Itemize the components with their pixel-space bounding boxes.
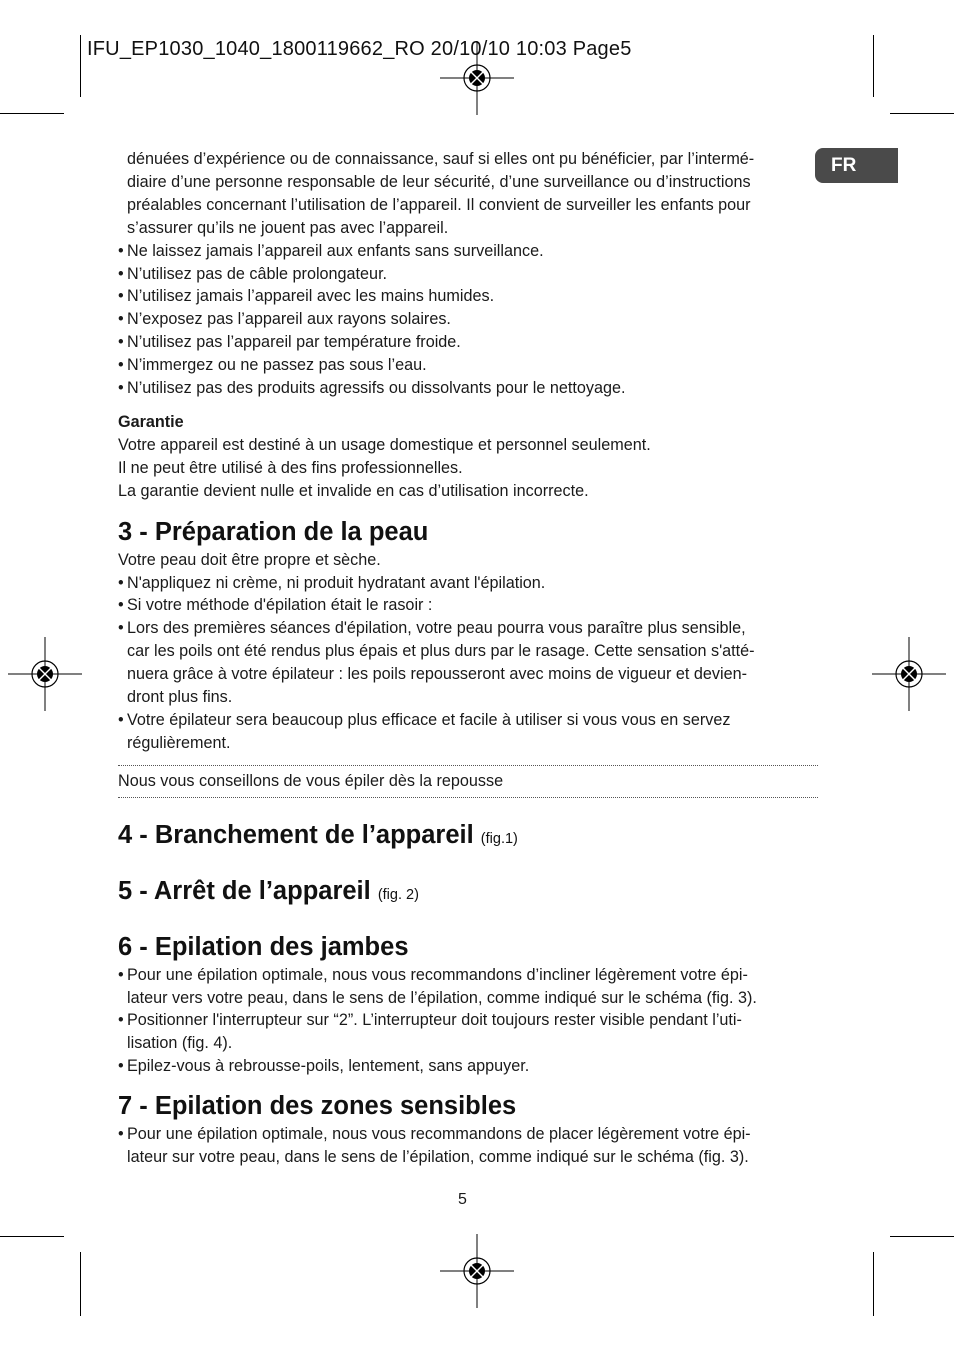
text-line: • Votre épilateur sera beaucoup plus efficace et facile à utiliser si vous vous en servez: [127, 710, 731, 729]
page-content: [118, 148, 818, 1169]
text-line: • Pour une épilation optimale, nous vous recommandons de placer légèrement votre épi-: [127, 1125, 751, 1144]
list-item: • Epilez-vous à rebrousse-poils, lentement, sans appuyer.: [118, 1055, 818, 1078]
registration-mark-icon: [8, 637, 82, 711]
crop-mark: [0, 113, 64, 114]
registration-mark-icon: [440, 41, 514, 115]
legs-epilation-list: [118, 964, 818, 1079]
list-item: • Si votre méthode d'épilation était le rasoir :: [118, 594, 818, 617]
section-heading-4: [118, 819, 818, 855]
section-heading-3: 3 - Préparation de la peau: [118, 517, 429, 546]
section-heading-7: 7 - Epilation des zones sensibles: [118, 1092, 517, 1121]
figure-reference: (fig.1): [480, 830, 518, 847]
section-title: 4 - Branchement de l’appareil: [118, 820, 474, 849]
crop-mark: [0, 1236, 64, 1237]
warranty-heading: Garantie: [118, 412, 184, 431]
crop-mark: [80, 35, 81, 97]
list-item: • N’utilisez pas l’appareil par température froide.: [118, 331, 818, 354]
list-item: [118, 709, 818, 755]
text-line: lateur sur votre peau, dans le sens de l’épilation, comme indiqué sur le schéma (fig. 3).: [127, 1148, 749, 1167]
text-line: lisation (fig. 4).: [127, 1034, 233, 1053]
text-line: s’assurer qu’ils ne jouent pas avec l’appareil.: [127, 218, 449, 237]
text-line: dénuées d’expérience ou de connaissance, sauf si elles ont pu bénéficier, par l’intermé-: [127, 150, 755, 168]
list-item: • Ne laissez jamais l’appareil aux enfants sans surveillance.: [118, 240, 818, 263]
list-item: [118, 617, 818, 709]
text-line: car les poils ont été rendus plus épais et plus durs par le rasage. Cette sensation s'atté-: [127, 642, 755, 661]
list-item: • N'appliquez ni crème, ni produit hydratant avant l'épilation.: [118, 572, 818, 595]
tip-note: Nous vous conseillons de vous épiler dès la repousse: [118, 771, 504, 790]
section-heading-5: [118, 875, 818, 911]
text-line: La garantie devient nulle et invalide en cas d’utilisation incorrecte.: [118, 481, 589, 500]
section-heading-6: 6 - Epilation des jambes: [118, 932, 409, 961]
registration-mark-icon: [440, 1234, 514, 1308]
page-number: 5: [458, 1191, 467, 1208]
text-line: Il ne peut être utilisé à des fins professionnelles.: [118, 458, 463, 477]
text-line: Votre peau doit être propre et sèche.: [118, 550, 381, 569]
intro-continuation: [118, 148, 818, 240]
text-line: lateur vers votre peau, dans le sens de l’épilation, comme indiqué sur le schéma (fig. 3).: [127, 988, 757, 1007]
list-item: [118, 964, 818, 1010]
list-item: • N’utilisez pas des produits agressifs ou dissolvants pour le nettoyage.: [118, 377, 818, 400]
text-line: • Positionner l'interrupteur sur “2”. L’interrupteur doit toujours rester visible pendant l’uti-: [127, 1011, 742, 1030]
sensitive-zones-list: [118, 1123, 818, 1169]
list-item: • N’exposez pas l’appareil aux rayons solaires.: [118, 308, 818, 331]
list-item: • N’utilisez pas de câble prolongateur.: [118, 263, 818, 286]
text-line: • Lors des premières séances d'épilation, votre peau pourra vous paraître plus sensible,: [127, 619, 746, 638]
crop-mark: [890, 1236, 954, 1237]
language-tab: FR: [815, 148, 898, 183]
text-line: nuera grâce à votre épilateur : les poils repousseront avec moins de vigueur et devien-: [127, 665, 747, 684]
text-line: dront plus fins.: [127, 688, 233, 707]
figure-reference: (fig. 2): [377, 886, 419, 903]
text-line: préalables concernant l’utilisation de l’appareil. Il convient de surveiller les enfants pour: [127, 195, 751, 214]
crop-mark: [873, 1252, 874, 1316]
text-line: • Pour une épilation optimale, nous vous recommandons d’incliner légèrement votre épi-: [127, 965, 748, 984]
text-line: Votre appareil est destiné à un usage domestique et personnel seulement.: [118, 435, 651, 454]
dotted-divider: [118, 797, 818, 798]
safety-list: [118, 240, 818, 400]
crop-mark: [80, 1252, 81, 1316]
preparation-list: [118, 572, 818, 755]
crop-mark: [873, 35, 874, 97]
section-title: 5 - Arrêt de l’appareil: [118, 876, 371, 905]
text-line: régulièrement.: [127, 733, 231, 752]
list-item: • N’utilisez jamais l’appareil avec les mains humides.: [118, 285, 818, 308]
registration-mark-icon: [872, 637, 946, 711]
list-item: [118, 1123, 818, 1169]
list-item: [118, 1009, 818, 1055]
print-slug: IFU_EP1030_1040_1800119662_RO 20/10/10 10:03 Page5: [87, 38, 632, 60]
crop-mark: [890, 113, 954, 114]
list-item: • N’immergez ou ne passez pas sous l’eau.: [118, 354, 818, 377]
text-line: diaire d’une personne responsable de leur sécurité, d’une surveillance ou d’instructions: [127, 172, 751, 191]
